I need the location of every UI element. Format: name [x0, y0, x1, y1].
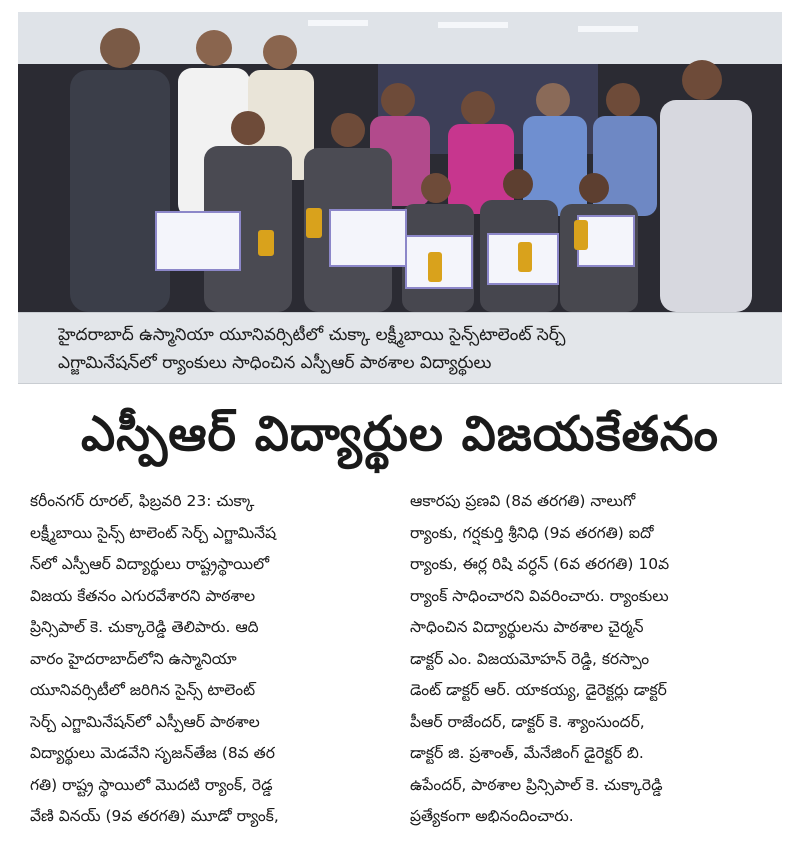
article-line: వారం హైదరాబాద్‌లోని ఉస్మానియా: [30, 649, 237, 668]
article-line: ప్రత్యేకంగా అభినందించారు.: [410, 807, 574, 825]
article-column-left: [30, 486, 390, 842]
article-line: ర్యాంకు, గర్షకుర్తి శ్రీనిధి (9వ తరగతి) ఐదో: [410, 523, 654, 542]
article-line: వేణి వినయ్ (9వ తరగతి) మూడో ర్యాంక్,: [30, 807, 279, 825]
article-line: సెర్చ్ ఎగ్జామినేషన్‌లో ఎస్పీఆర్ పాఠశాల: [30, 712, 260, 731]
article-line: న్‌లో ఎస్పీఆర్ విద్యార్థులు రాష్ట్రస్థాయిలో: [30, 555, 270, 573]
group-photo: [18, 12, 782, 312]
caption-line: హైదరాబాద్ ఉస్మానియా యూనివర్సిటీలో చుక్కా లక్ష్మీబాయి సైన్స్‌టాలెంట్ సెర్చ్: [58, 325, 566, 345]
article-line: సాధించిన విద్యార్థులను పాఠశాల చైర్మన్: [410, 618, 644, 636]
article-column-right: [410, 486, 770, 842]
article-line: డెంట్ డాక్టర్ ఆర్. యాకయ్య, డైరెక్టర్లు డాక్టర్: [410, 681, 667, 699]
article-line: డాక్టర్ జి. ప్రశాంత్, మేనేజింగ్ డైరెక్టర్ బి.: [410, 744, 644, 762]
article-line: డాక్టర్ ఎం. విజయమోహన్ రెడ్డి, కరస్పాం: [410, 649, 650, 668]
article-line: గతి) రాష్ట్ర స్థాయిలో మొదటి ర్యాంక్, రెడ్డ: [30, 775, 273, 794]
article-line: ర్యాంకు, ఈర్ల రిషి వర్ధన్ (6వ తరగతి) 10వ: [410, 555, 670, 573]
article-line: యూనివర్సిటీలో జరిగిన సైన్స్ టాలెంట్: [30, 681, 256, 699]
article-line: విజయ కేతనం ఎగురవేశారని పాఠశాల: [30, 586, 256, 605]
article-line: కరీంనగర్ రూరల్, ఫిబ్రవరి 23: చుక్కా: [30, 492, 255, 510]
article-line: ర్యాంక్ సాధించారని వివరించారు. ర్యాంకులు: [410, 586, 669, 605]
article-line: లక్ష్మీబాయి సైన్స్ టాలెంట్ సెర్చ్ ఎగ్జామినేష: [30, 523, 277, 542]
caption-line: ఎగ్జామినేషన్‌లో ర్యాంకులు సాధించిన ఎస్పీఆర్ పాఠశాల విద్యార్థులు: [58, 353, 492, 373]
article-line: ఉపేందర్, పాఠశాల ప్రిన్సిపాల్ కె. చుక్కారెడ్డి: [410, 775, 663, 794]
article-line: ప్రిన్సిపాల్ కె. చుక్కారెడ్డి తెలిపారు. ఆది: [30, 618, 259, 636]
group-photo-icon: [18, 12, 782, 312]
article-line: పీఆర్ రాజేందర్, డాక్టర్ కె. శ్యాంసుందర్,: [410, 712, 645, 731]
photo-caption: [18, 312, 782, 384]
article-line: ఆకారపు ప్రణవి (8వ తరగతి) నాలుగో: [410, 492, 636, 510]
article-line: విద్యార్థులు మెడవేని సృజన్‌తేజ (8వ తర: [30, 744, 275, 762]
article-headline: ఎస్పీఆర్ విద్యార్థుల విజయకేతనం: [81, 406, 719, 462]
